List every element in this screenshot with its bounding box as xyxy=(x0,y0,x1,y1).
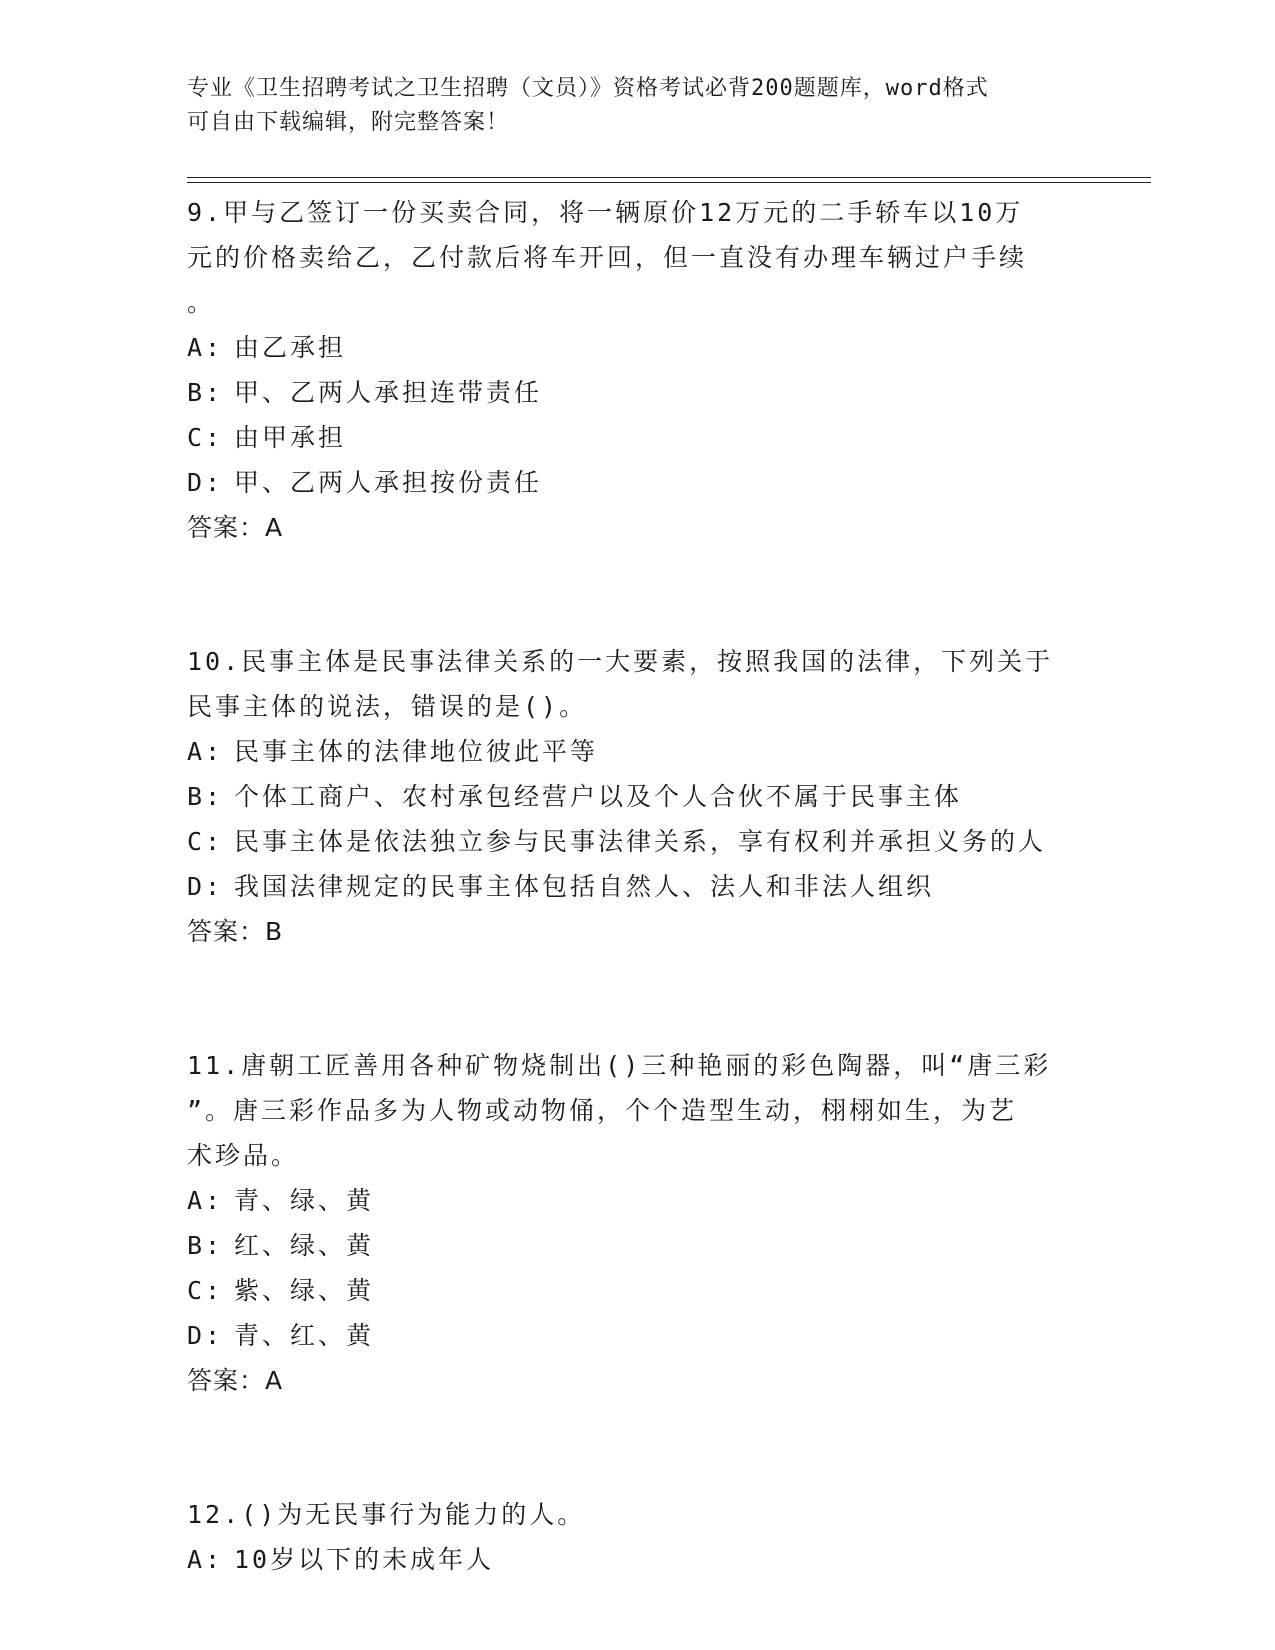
option-letter: A: xyxy=(187,1545,224,1574)
option-d xyxy=(187,864,1087,909)
question-12 xyxy=(187,1492,1087,1582)
option-b xyxy=(187,774,1087,819)
question-stem-line: 12.()为无民事行为能力的人。 xyxy=(187,1500,586,1529)
option-letter: A: xyxy=(187,737,224,766)
option-a xyxy=(187,1537,1087,1582)
option-letter: A: xyxy=(187,1186,224,1215)
option-text: 由甲承担 xyxy=(234,423,347,452)
question-stem-line: 9.甲与乙签订一份买卖合同，将一辆原价12万元的二手轿车以10万 xyxy=(187,198,1024,227)
question-11 xyxy=(187,1043,1087,1404)
question-stem-line: 11.唐朝工匠善用各种矿物烧制出()三种艳丽的彩色陶器，叫“唐三彩 xyxy=(187,1051,1052,1080)
answer-label: 答案：B xyxy=(187,917,284,946)
option-text: 紫、绿、黄 xyxy=(234,1276,375,1305)
question-stem-line: 民事主体的说法，错误的是()。 xyxy=(187,692,588,721)
option-text: 个体工商户、农村承包经营户以及个人合伙不属于民事主体 xyxy=(234,782,963,811)
option-a xyxy=(187,1178,1087,1223)
option-text: 民事主体是依法独立参与民事法律关系，享有权利并承担义务的人 xyxy=(234,827,1047,856)
option-letter: C: xyxy=(187,423,224,452)
header-divider-bottom xyxy=(187,182,1151,183)
question-stem-line: 术珍品。 xyxy=(187,1141,300,1170)
option-letter: D: xyxy=(187,468,224,497)
option-b xyxy=(187,1223,1087,1268)
option-c xyxy=(187,415,1087,460)
option-text: 甲、乙两人承担按份责任 xyxy=(234,468,543,497)
option-letter: C: xyxy=(187,1276,224,1305)
question-stem-line: 10.民事主体是民事法律关系的一大要素，按照我国的法律，下列关于 xyxy=(187,647,1054,676)
answer-label: 答案：A xyxy=(187,1366,284,1395)
question-10 xyxy=(187,639,1087,955)
option-text: 10岁以下的未成年人 xyxy=(234,1545,495,1574)
option-letter: B: xyxy=(187,378,224,407)
option-a xyxy=(187,729,1087,774)
question-list xyxy=(187,190,1087,1582)
option-text: 青、绿、黄 xyxy=(234,1186,375,1215)
question-stem-line: 。 xyxy=(187,288,216,317)
option-letter: A: xyxy=(187,333,224,362)
option-c xyxy=(187,1268,1087,1313)
option-letter: C: xyxy=(187,827,224,856)
option-text: 红、绿、黄 xyxy=(234,1231,375,1260)
option-letter: B: xyxy=(187,1231,224,1260)
header-line-2: 可自由下载编辑，附完整答案！ xyxy=(187,110,510,135)
question-stem-line: ”。唐三彩作品多为人物或动物俑，个个造型生动，栩栩如生，为艺 xyxy=(187,1096,1018,1125)
option-text: 由乙承担 xyxy=(234,333,347,362)
option-d xyxy=(187,460,1087,505)
option-b xyxy=(187,370,1087,415)
option-text: 青、红、黄 xyxy=(234,1321,375,1350)
question-stem-line: 元的价格卖给乙，乙付款后将车开回，但一直没有办理车辆过户手续 xyxy=(187,243,1028,272)
answer-label: 答案：A xyxy=(187,513,284,542)
option-letter: B: xyxy=(187,782,224,811)
option-a xyxy=(187,325,1087,370)
option-text: 我国法律规定的民事主体包括自然人、法人和非法人组织 xyxy=(234,872,935,901)
option-text: 民事主体的法律地位彼此平等 xyxy=(234,737,599,766)
header-line-1: 专业《卫生招聘考试之卫生招聘（文员）》资格考试必背200题题库，word格式 xyxy=(187,76,989,101)
option-letter: D: xyxy=(187,1321,224,1350)
option-d xyxy=(187,1313,1087,1358)
option-c xyxy=(187,819,1087,864)
question-9 xyxy=(187,190,1087,551)
header-divider-top xyxy=(187,177,1151,178)
option-letter: D: xyxy=(187,872,224,901)
document-header xyxy=(187,72,1087,140)
option-text: 甲、乙两人承担连带责任 xyxy=(234,378,543,407)
